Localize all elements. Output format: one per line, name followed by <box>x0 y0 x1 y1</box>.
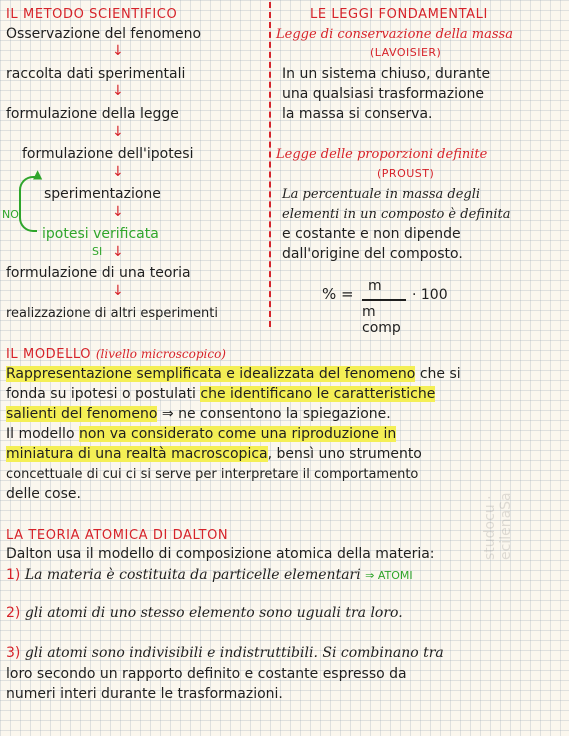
postulate-3-line-3: numeri interi durante le trasformazioni. <box>6 686 283 702</box>
step-more-experiments: realizzazione di altri esperimenti <box>6 306 218 321</box>
arrow-down-icon: ↓ <box>112 83 124 99</box>
law2-line: dall'origine del composto. <box>282 246 463 262</box>
model-text: ⇒ ne consentono la spiegazione. <box>157 406 391 422</box>
model-title <box>6 346 226 363</box>
highlighted-text: Rappresentazione semplificata e idealizzata del fenomeno <box>6 366 416 382</box>
postulate-number: 3) <box>6 645 21 661</box>
dalton-intro: Dalton usa il modello di composizione atomica della materia: <box>6 546 435 562</box>
no-label: NO <box>2 208 19 221</box>
formula-lhs: % = <box>322 285 354 303</box>
dalton-title: LA TEORIA ATOMICA DI DALTON <box>6 528 229 543</box>
postulate-number: 2) <box>6 605 21 621</box>
model-subtitle: (livello microscopico) <box>95 347 226 361</box>
model-line-4 <box>6 426 396 443</box>
step-hypothesis-verified: ipotesi verificata <box>42 226 159 242</box>
arrow-down-icon: ↓ <box>112 43 124 59</box>
highlighted-text: salienti del fenomeno <box>6 406 158 422</box>
atoms-label: ⇒ ATOMI <box>365 569 413 582</box>
formula-denominator: m comp <box>362 304 401 336</box>
watermark: studocu · ecilenaSa <box>482 492 514 560</box>
postulate-number: 1) <box>6 567 21 583</box>
method-title: IL METODO SCIENTIFICO <box>6 7 178 22</box>
model-line-5 <box>6 446 422 463</box>
step-hypothesis: formulazione dell'ipotesi <box>22 146 194 162</box>
model-line-7: delle cose. <box>6 486 81 502</box>
arrow-down-icon: ↓ <box>112 204 124 220</box>
law1-line: una qualsiasi trasformazione <box>282 86 485 102</box>
postulate-text: gli atomi di uno stesso elemento sono uguali tra loro. <box>24 605 403 621</box>
model-text: , bensì uno strumento <box>267 446 422 462</box>
model-title-text: IL MODELLO <box>6 347 92 362</box>
law1-title: Legge di conservazione della massa <box>276 27 513 42</box>
law2-line: e costante e non dipende <box>282 226 461 242</box>
postulate-text: gli atomi sono indivisibili e indistruttibili. Si combinano tra <box>24 645 444 661</box>
model-line-2 <box>6 386 435 403</box>
step-law-formulation: formulazione della legge <box>6 106 179 122</box>
law1-line: la massa si conserva. <box>282 106 433 122</box>
postulate-3 <box>6 645 444 662</box>
postulate-text: La materia è costituita da particelle elementari <box>24 567 361 583</box>
highlighted-text: che identificano le caratteristiche <box>200 386 436 402</box>
loop-arrow-head-icon: ▲ <box>33 167 43 181</box>
model-line-3 <box>6 406 391 423</box>
law2-line: La percentuale in massa degli <box>282 187 481 202</box>
postulate-2 <box>6 605 403 622</box>
step-observation: Osservazione del fenomeno <box>6 26 202 42</box>
law2-line: elementi in un composto è definita <box>282 207 511 222</box>
law1-author: (LAVOISIER) <box>370 46 442 59</box>
formula-rhs: · 100 <box>412 287 448 303</box>
arrow-down-icon: ↓ <box>112 283 124 299</box>
step-data-collection: raccolta dati sperimentali <box>6 66 186 82</box>
step-experimentation: sperimentazione <box>44 186 161 202</box>
postulate-1 <box>6 567 413 584</box>
model-text: fonda su ipotesi o postulati <box>6 386 201 402</box>
postulate-3-line-2: loro secondo un rapporto definito e costante espresso da <box>6 666 407 682</box>
laws-title: LE LEGGI FONDAMENTALI <box>310 7 488 22</box>
law2-author: (PROUST) <box>377 167 435 180</box>
column-divider <box>269 2 271 327</box>
model-line-6: concettuale di cui ci si serve per interpretare il comportamento <box>6 467 419 482</box>
feedback-loop-arrow <box>19 176 37 232</box>
yes-label: SI <box>92 245 103 258</box>
law2-title: Legge delle proporzioni definite <box>276 147 488 162</box>
arrow-down-icon: ↓ <box>112 164 124 180</box>
highlighted-text: non va considerato come una riproduzione in <box>78 426 397 442</box>
model-text: che si <box>415 366 461 382</box>
arrow-down-icon: ↓ <box>112 124 124 140</box>
model-text: Il modello <box>6 426 79 442</box>
step-theory: formulazione di una teoria <box>6 265 191 281</box>
model-line-1 <box>6 366 461 383</box>
fraction-bar <box>362 299 406 301</box>
arrow-down-icon: ↓ <box>112 244 124 260</box>
formula-numerator: m <box>368 278 382 294</box>
law1-line: In un sistema chiuso, durante <box>282 66 491 82</box>
highlighted-text: miniatura di una realtà macroscopica <box>6 446 268 462</box>
